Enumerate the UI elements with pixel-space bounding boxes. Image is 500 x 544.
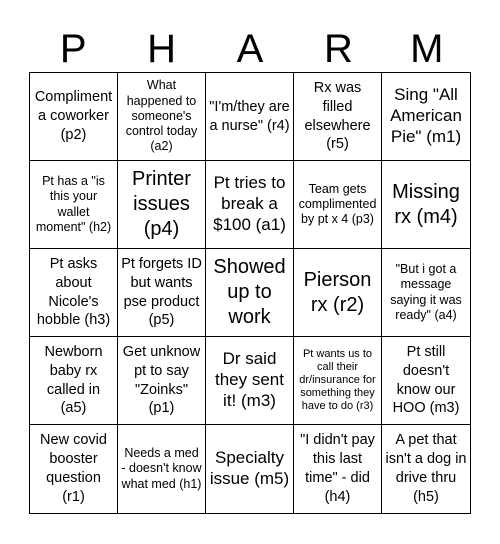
cell-text: Specialty issue (m5) xyxy=(209,448,290,488)
bingo-cell-r5-c4[interactable] xyxy=(294,425,382,513)
bingo-cell-r5-c2[interactable] xyxy=(118,425,206,513)
bingo-cell-r3-c1[interactable] xyxy=(30,249,118,337)
bingo-cell-r5-c1[interactable] xyxy=(30,425,118,513)
cell-text: Missing rx (m4) xyxy=(392,180,460,228)
header-letter-h: H xyxy=(147,27,177,71)
bingo-cell-r1-c4[interactable] xyxy=(294,73,382,161)
cell-text: "I didn't pay this last time" - did (h4) xyxy=(300,432,375,505)
bingo-board xyxy=(29,72,471,514)
header-letter-m: M xyxy=(410,27,444,71)
bingo-cell-r5-c3[interactable] xyxy=(206,425,294,513)
bingo-cell-r5-c5[interactable] xyxy=(382,425,470,513)
bingo-cell-r4-c2[interactable] xyxy=(118,337,206,425)
bingo-cell-r1-c1[interactable] xyxy=(30,73,118,161)
bingo-cell-r2-c3[interactable] xyxy=(206,161,294,249)
bingo-cell-r4-c3[interactable] xyxy=(206,337,294,425)
header-letter-p: P xyxy=(59,27,87,71)
bingo-cell-r3-c3[interactable] xyxy=(206,249,294,337)
cell-text: New covid booster question (r1) xyxy=(40,432,107,505)
bingo-cell-r2-c5[interactable] xyxy=(382,161,470,249)
cell-text: Pt asks about Nicole's hobble (h3) xyxy=(36,255,111,329)
cell-text: Dr said they sent it! (m3) xyxy=(215,349,284,410)
cell-text: "I'm/they are a nurse" (r4) xyxy=(209,98,290,134)
bingo-cell-r3-c2[interactable] xyxy=(118,249,206,337)
cell-text: Printer issues (p4) xyxy=(132,168,191,240)
bingo-cell-r1-c5[interactable] xyxy=(382,73,470,161)
cell-text: Pt wants us to call their dr/insurance for something they have to do (r3) xyxy=(299,347,376,413)
cell-text: Get unknow pt to say "Zoinks" (p1) xyxy=(122,343,201,417)
bingo-cell-r4-c1[interactable] xyxy=(30,337,118,425)
cell-text: Needs a med - doesn't know what med (h1) xyxy=(121,446,202,491)
cell-text: Rx was filled elsewhere (r5) xyxy=(304,79,371,153)
cell-text: Showed up to work xyxy=(213,256,286,328)
header-letter-r: R xyxy=(323,27,353,71)
cell-text: Pierson rx (r2) xyxy=(303,268,372,316)
cell-text: What happened to someone's control today (a2) xyxy=(125,78,198,154)
bingo-header xyxy=(29,26,471,72)
bingo-cell-r1-c2[interactable] xyxy=(118,73,206,161)
bingo-cell-r1-c3[interactable] xyxy=(206,73,294,161)
cell-text: Team gets complimented by pt x 4 (p3) xyxy=(298,181,377,227)
cell-text: Sing "All American Pie" (m1) xyxy=(390,85,462,146)
cell-text: Pt tries to break a $100 (a1) xyxy=(213,173,286,234)
bingo-cell-r2-c2[interactable] xyxy=(118,161,206,249)
bingo-cell-r3-c5[interactable] xyxy=(382,249,470,337)
cell-text: Pt still doesn't know our HOO (m3) xyxy=(392,343,460,417)
cell-text: Newborn baby rx called in (a5) xyxy=(44,343,103,417)
cell-text: "But i got a message saying it was ready" (a4) xyxy=(390,262,462,322)
cell-text: A pet that isn't a dog in drive thru (h5) xyxy=(385,432,467,505)
bingo-cell-r2-c4[interactable] xyxy=(294,161,382,249)
cell-text: Compliment a coworker (p2) xyxy=(34,89,113,143)
cell-text: Pt has a "is this your wallet moment" (h2) xyxy=(35,174,112,234)
bingo-cell-r4-c4[interactable] xyxy=(294,337,382,425)
bingo-cell-r3-c4[interactable] xyxy=(294,249,382,337)
bingo-cell-r2-c1[interactable] xyxy=(30,161,118,249)
header-letter-a: A xyxy=(236,27,264,71)
cell-text: Pt forgets ID but wants pse product (p5) xyxy=(121,255,202,329)
bingo-cell-r4-c5[interactable] xyxy=(382,337,470,425)
